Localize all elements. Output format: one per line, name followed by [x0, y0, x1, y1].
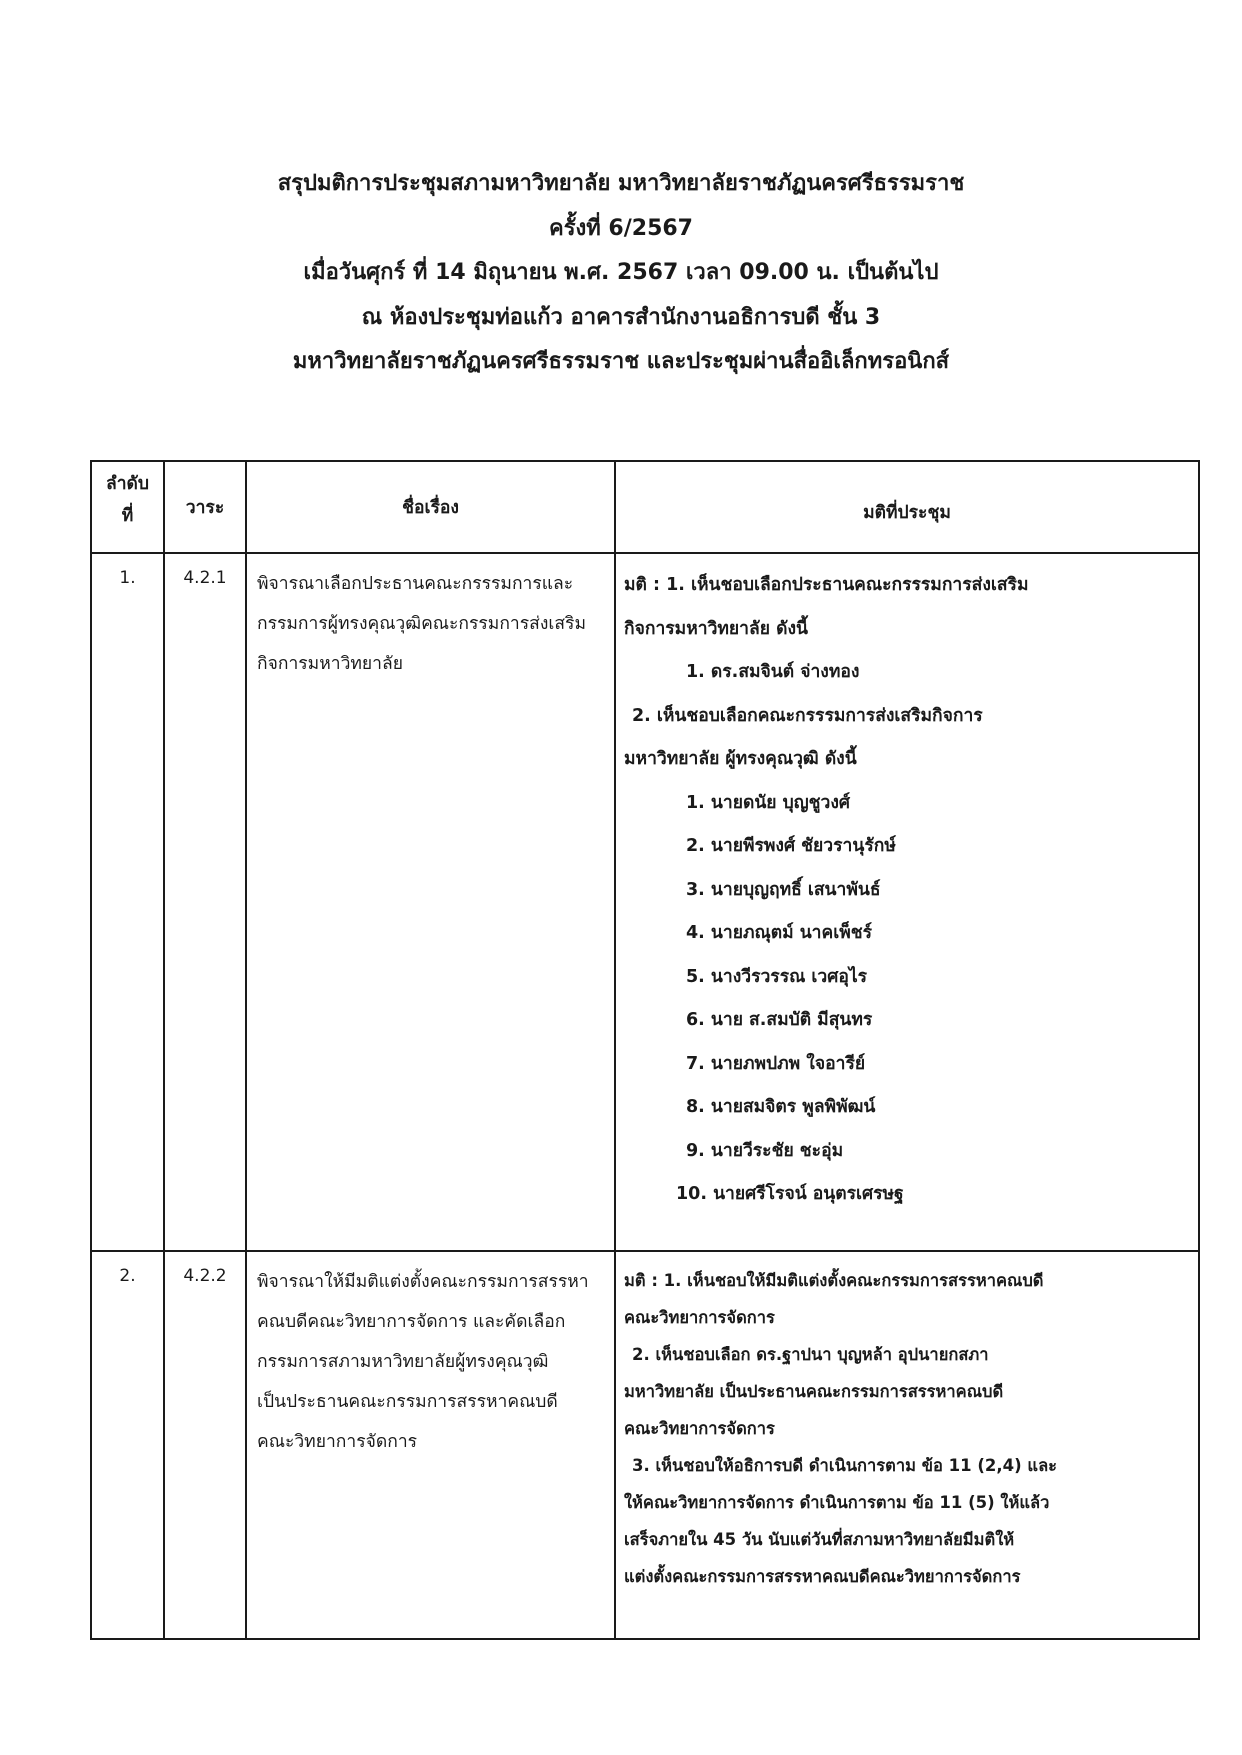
row-resolution: มติ : 1. เห็นชอบให้มีมติแต่งตั้งคณะกรรมการสรรหาคณบดี คณะวิทยาการจัดการ 2. เห็นชอบเลือก ดร.ฐาปนา บุญหล้า อุปนายกสภา มหาวิทยาลัย เป็นประธานคณะกรรมการสรรหาคณบดี คณะวิทยาการจัดการ 3. เห็นชอบให้อธิการบดี ดำเนินการตาม ข้อ 11 (2,4) และ ให้คณะวิทยาการจัดการ ดำเนินการตาม ข้อ 11 (5) ให้แล้ว เสร็จภายใน 45 วัน นับแต่วันที่สภามหาวิทยาลัยมีมติให้ แต่งตั้งคณะกรรมการสรรหาคณบดีคณะวิทยาการจัดการ [615, 1251, 1199, 1639]
title-line: สรุปมติการประชุมสภามหาวิทยาลัย มหาวิทยาลัยราชภัฏนครศรีธรรมราช [277, 171, 965, 196]
meeting-venue: ณ ห้องประชุมท่อแก้ว อาคารสำนักงานอธิการบดี ชั้น 3 [361, 304, 881, 330]
resolutions-table [90, 460, 1200, 1640]
document-header [0, 162, 1242, 385]
meeting-number: ครั้งที่ 6/2567 [548, 215, 693, 241]
row-resolution: มติ : 1. เห็นชอบเลือกประธานคณะกรรรมการส่งเสริม กิจการมหาวิทยาลัย ดังนี้ 1. ดร.สมจินต์ จ่างทอง 2. เห็นชอบเลือกคณะกรรรมการส่งเสริมกิจการ มหาวิทยาลัย ผู้ทรงคุณวุฒิ ดังนี้ 1. นายดนัย บุญชูวงศ์ 2. นายพีรพงศ์ ชัยวรานุรักษ์ 3. นายบุญฤทธิ์ เสนาพันธ์ 4. นายภณุตม์ นาคเพ็ชร์ 5. นางวีรวรรณ เวศอุไร 6. นาย ส.สมบัติ มีสุนทร 7. นายภพปภพ ใจอารีย์ 8. นายสมจิตร พูลพิพัฒน์ 9. นายวีระชัย ชะอุ่ม 10. นายศรีโรจน์ อนุตรเศรษฐ [615, 553, 1199, 1251]
row-subject: พิจารณาให้มีมติแต่งตั้งคณะกรรมการสรรหา คณบดีคณะวิทยาการจัดการ และคัดเลือก กรรมการสภามหาวิทยาลัยผู้ทรงคุณวุฒิ เป็นประธานคณะกรรมการสรรหาคณบดี คณะวิทยาการจัดการ [246, 1251, 615, 1639]
row-number: 2. [91, 1251, 164, 1639]
row-subject: พิจารณาเลือกประธานคณะกรรรมการและ กรรมการผู้ทรงคุณวุฒิคณะกรรมการส่งเสริม กิจการมหาวิทยาลัย [246, 553, 615, 1251]
table-row [91, 553, 1199, 1251]
header-agenda: วาระ [164, 461, 246, 553]
table-header-row [91, 461, 1199, 553]
row-number: 1. [91, 553, 164, 1251]
header-no: ลำดับ ที่ [91, 461, 164, 553]
header-resolution: มติที่ประชุม [615, 461, 1199, 553]
row-agenda: 4.2.1 [164, 553, 246, 1251]
table-row [91, 1251, 1199, 1639]
row-agenda: 4.2.2 [164, 1251, 246, 1639]
meeting-venue-2: มหาวิทยาลัยราชภัฏนครศรีธรรมราช และประชุมผ่านสื่ออิเล็กทรอนิกส์ [292, 349, 950, 374]
header-subject: ชื่อเรื่อง [246, 461, 615, 553]
meeting-date: เมื่อวันศุกร์ ที่ 14 มิถุนายน พ.ศ. 2567 เวลา 09.00 น. เป็นต้นไป [303, 260, 939, 285]
